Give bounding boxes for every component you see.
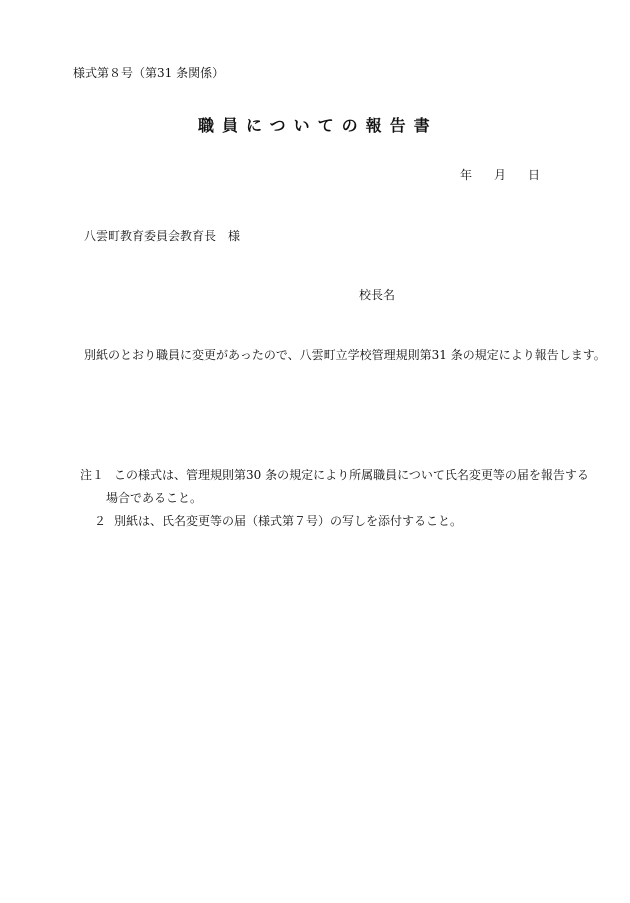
date-month-label: 月 <box>494 168 507 182</box>
note-1 <box>80 464 589 487</box>
note-marker: 注１ <box>80 468 105 482</box>
principal-name-label: 校長名 <box>359 288 396 302</box>
note-text: この様式は、管理規則第30 条の規定により所属職員について氏名変更等の届を報告する <box>114 468 589 482</box>
date-line <box>460 166 540 183</box>
note-2 <box>80 510 589 533</box>
date-day-label: 日 <box>528 168 541 182</box>
note-1-continuation <box>80 487 589 510</box>
form-number: 様式第８号（第31 条関係） <box>73 66 225 80</box>
date-year-label: 年 <box>460 168 473 182</box>
report-body: 別紙のとおり職員に変更があったので、八雲町立学校管理規則第31 条の規定により報告します。 <box>84 348 606 362</box>
addressee: 八雲町教育委員会教育長 様 <box>84 229 241 243</box>
note-text: 場合であること。 <box>106 491 203 505</box>
document-title: 職員についての報告書 <box>198 116 438 135</box>
note-text: 別紙は、氏名変更等の届（様式第７号）の写しを添付すること。 <box>114 514 463 528</box>
notes-section <box>80 464 589 533</box>
note-marker: ２ <box>94 514 107 528</box>
